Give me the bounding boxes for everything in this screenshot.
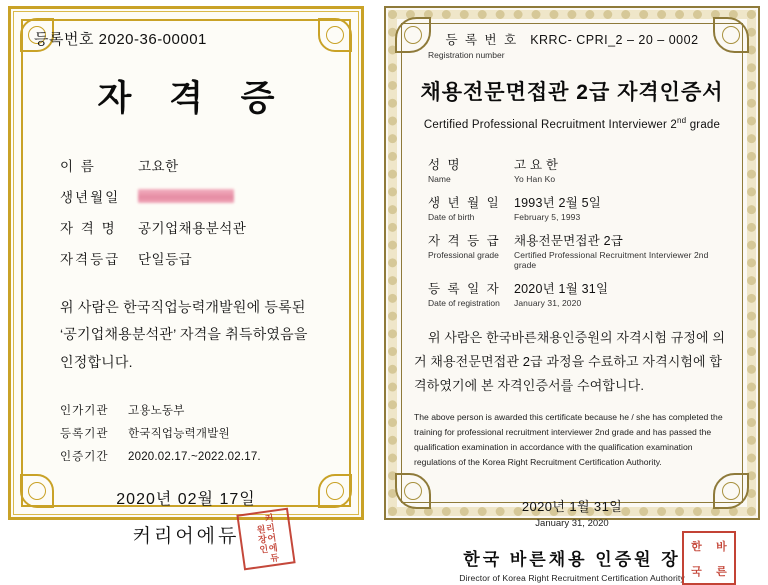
left-registration-number [34,28,338,49]
right-field-value: 고 요 한 [514,157,559,172]
left-field-list [60,155,338,268]
left-meta-row [60,425,338,441]
right-field-label-en: Professional grade [428,249,499,260]
left-body-text [60,294,338,376]
right-issuer-name: 한국 바른채용 인증원 장 [463,550,681,570]
left-registration-label: 등록번호 [34,31,94,48]
right-title-en-tail: grade [686,118,721,131]
right-field-value: 1993년 2월 5일 [514,195,602,210]
right-field-value-en: Certified Professional Recruitment Interviewer 2nd grade [514,249,709,270]
right-field-row [428,155,730,184]
right-issue-date-kr: 2020년 1월 31일 [521,499,623,515]
right-field-label: 성 명 [428,157,462,172]
left-field-value: 고요한 [138,159,179,174]
right-registration-value: KRRC- CPRI_2 – 20 – 0002 [530,33,699,47]
right-field-value-en: January 31, 2020 [514,297,582,308]
right-registration-label: 등 록 번 호 [445,33,519,47]
right-field-label: 생 년 월 일 [428,195,501,210]
right-field-row [428,193,730,222]
right-registration-label-en: Registration number [428,50,505,60]
left-field-label: 자 격 명 [60,221,117,236]
seal-char: 른 [716,565,727,578]
right-body-text-en: The above person is awarded this certificate because he / she has completed the training for professional recruitment interviewer 2nd grade and has passed the qualification examination in accordance with the qualification examination regulations of the Korea Right Recruitment Certification Authority. [414,411,723,468]
right-issue-date-en: January 31, 2020 [535,518,609,530]
redacted-birthdate [138,189,234,203]
left-body-line-2: ‘공기업채용분석관’ 자격을 취득하였음을 [60,326,308,343]
right-field-value: 채용전문면접관 2급 [514,233,624,248]
right-field-label-en: Date of birth [428,211,475,222]
left-certificate-content [34,28,338,564]
right-field-row [428,279,730,308]
right-certificate-content [414,30,730,584]
left-field-label: 생년월일 [60,190,121,205]
right-field-label: 등 록 일 자 [428,281,501,296]
left-body-line-1: 위 사람은 한국직업능력개발원에 등록된 [60,299,306,315]
right-title-en-sup: nd [677,116,687,125]
right-field-list [428,155,730,308]
left-meta-list [60,402,338,464]
right-field-label-en: Name [428,173,451,184]
right-certificate [384,6,760,584]
right-issuer-kr [414,540,730,578]
right-issuer-en: Director of Korea Right Recruitment Certification Authority [459,573,685,584]
left-field-label: 이 름 [60,159,96,174]
seal-char: 바 [716,540,727,553]
right-field-row [428,231,730,270]
left-meta-label: 인가기관 [60,404,109,417]
left-body-line-3: 인정합니다. [60,353,133,370]
seal-char: 국 [691,565,702,578]
left-meta-value: 2020.02.17.~2022.02.17. [128,450,261,463]
left-meta-value: 고용노동부 [128,404,185,417]
left-field-value: 공기업채용분석관 [138,221,247,236]
left-title: 자 격 증 [97,79,289,118]
official-seal-stamp [682,531,736,585]
right-registration-number [414,30,730,48]
right-field-value-en: Yo Han Ko [514,173,556,184]
left-issuer [34,512,338,564]
left-field-row [60,248,338,268]
left-issue-date: 2020년 02월 17일 [116,490,256,508]
left-meta-value: 한국직업능력개발원 [128,427,230,440]
left-field-row [60,186,338,206]
seal-text: 커리어에듀원장인 [254,512,280,564]
right-field-label-en: Date of registration [428,297,500,308]
right-title-kr: 채용전문면접관 2급 자격인증서 [420,81,724,104]
left-field-label: 자격등급 [60,252,121,267]
right-title-en [414,116,730,131]
left-field-row [60,217,338,237]
left-meta-row [60,402,338,418]
left-issuer-name: 커리어에듀 [132,525,240,547]
right-field-value: 2020년 1월 31일 [514,281,609,296]
left-meta-label: 등록기관 [60,427,109,440]
right-field-value-en: February 5, 1993 [514,211,581,222]
right-title-en-main: Certified Professional Recruitment Interviewer 2 [423,118,677,131]
left-field-row [60,155,338,175]
official-seal-stamp [236,508,295,571]
right-body-text-kr: 위 사람은 한국바른채용인증원의 자격시험 규정에 의거 채용전문면접관 2급 과정을 수료하고 자격시험에 합격하였기에 본 자격인증서를 수여합니다. [414,329,726,393]
left-field-value: 단일등급 [138,252,193,267]
left-meta-label: 인증기간 [60,450,109,463]
left-meta-row [60,448,338,464]
left-certificate [8,6,364,564]
left-registration-value: 2020-36-00001 [98,31,207,48]
seal-char: 한 [691,540,702,553]
right-field-label: 자 격 등 급 [428,233,501,248]
